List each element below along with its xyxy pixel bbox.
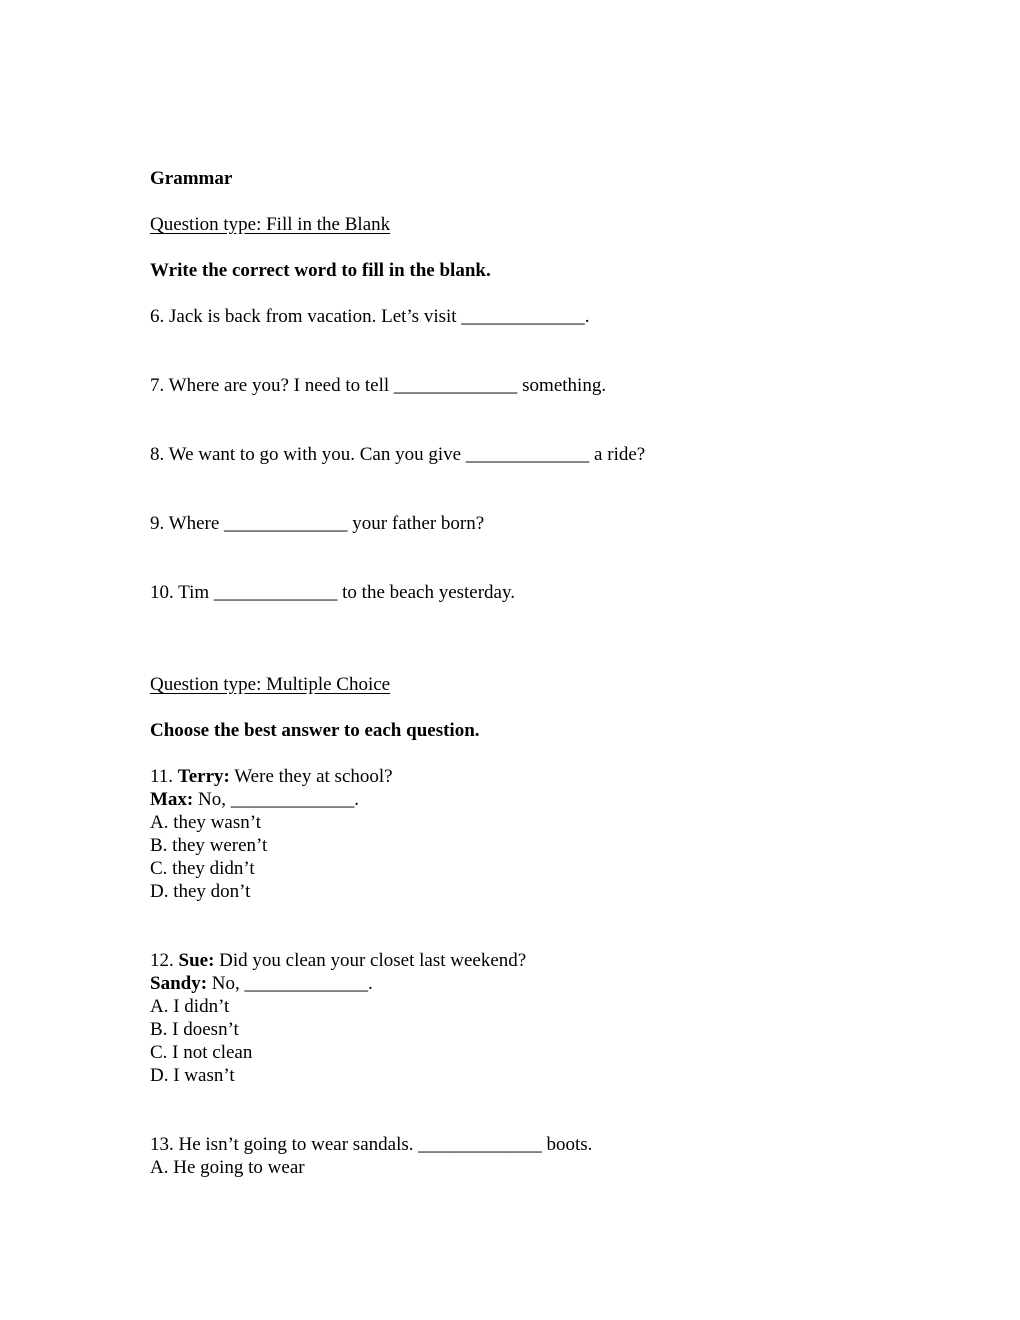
fill-blank-type-label: Question type: Fill in the Blank: [150, 214, 391, 235]
section-title: Grammar: [150, 168, 233, 189]
question-10: 10. Tim _____________ to the beach yesterday.: [150, 582, 516, 603]
speaker-name: Sue:: [178, 950, 215, 971]
speaker-line: Did you clean your closet last weekend?: [214, 950, 527, 971]
answer-option: C. they didn’t: [150, 858, 255, 879]
question-12-response: [150, 972, 373, 995]
answer-option: A. I didn’t: [150, 996, 230, 1017]
question-number: 11.: [150, 766, 174, 787]
question-12-prompt: [150, 949, 526, 972]
speaker-line: No, _____________.: [193, 789, 359, 810]
answer-option: A. He going to wear: [150, 1157, 305, 1178]
answer-option: A. they wasn’t: [150, 812, 261, 833]
question-number: 12.: [150, 950, 174, 971]
question-13: 13. He isn’t going to wear sandals. _____________ boots.: [150, 1134, 593, 1155]
speaker-line: Were they at school?: [229, 766, 393, 787]
fill-blank-instruction: Write the correct word to fill in the blank.: [150, 260, 491, 281]
speaker-name: Max:: [150, 789, 194, 810]
question-9: 9. Where _____________ your father born?: [150, 513, 485, 534]
speaker-name: Sandy:: [150, 973, 208, 994]
speaker-line: No, _____________.: [207, 973, 373, 994]
question-11-prompt: [150, 765, 393, 788]
question-7: 7. Where are you? I need to tell _____________ something.: [150, 375, 607, 396]
answer-option: B. I doesn’t: [150, 1019, 239, 1040]
answer-option: C. I not clean: [150, 1042, 253, 1063]
answer-option: D. they don’t: [150, 881, 251, 902]
question-8: 8. We want to go with you. Can you give _____________ a ride?: [150, 444, 646, 465]
multiple-choice-instruction: Choose the best answer to each question.: [150, 720, 480, 741]
answer-option: B. they weren’t: [150, 835, 268, 856]
answer-option: D. I wasn’t: [150, 1065, 235, 1086]
question-11-response: [150, 788, 359, 811]
speaker-name: Terry:: [177, 766, 230, 787]
multiple-choice-type-label: Question type: Multiple Choice: [150, 674, 391, 695]
question-6: 6. Jack is back from vacation. Let’s visit _____________.: [150, 306, 590, 327]
